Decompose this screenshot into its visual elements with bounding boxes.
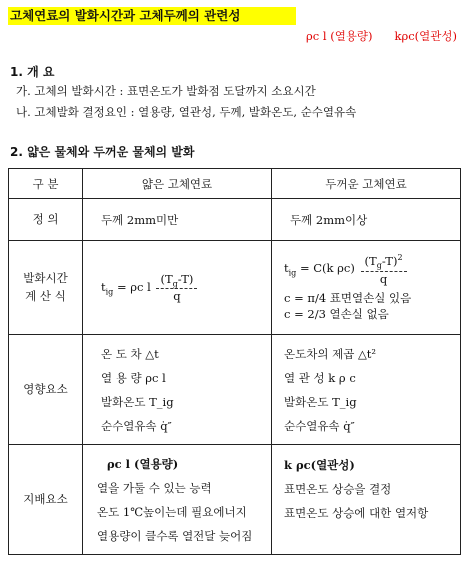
list-item: 온도차의 제곱 △t² (284, 346, 377, 361)
list-item: 순수열유속 q̇″ (101, 418, 172, 433)
list-item: 온 도 차 △t (101, 346, 159, 361)
table-row (9, 199, 461, 241)
thin-dominant-title: ρc l (열용량) (107, 456, 179, 471)
section1-line-a: 가. 고체의 발화시간 : 표면온도가 발화점 도달까지 소요시간 (16, 84, 316, 98)
list-item: 발화온도 T_ig (284, 394, 357, 409)
row-label-definition: 정 의 (9, 199, 83, 241)
unit-heat-capacity: ρc l (열용량) (306, 29, 373, 43)
list-item: 표면온도 상승에 대한 열저항 (284, 506, 429, 520)
table-row (9, 241, 461, 335)
thick-definition: 두께 2mm이상 (272, 199, 461, 241)
row-label-time-1: 발화시간 (23, 271, 68, 286)
unit-thermal-inertia: kρc(열관성) (394, 29, 457, 43)
thin-dominant (83, 445, 272, 555)
list-item: 발화온도 T_ig (101, 394, 174, 409)
row-label-factors: 영향요소 (9, 335, 83, 445)
section1-heading: 1. 개 요 (10, 65, 55, 79)
thin-formula: $t_{ig} = \rho c$ l $\frac{(T_g-T)}{q}$ (83, 241, 272, 335)
thick-fraction: $\frac{(T_g-T)^2}{q}$ (361, 253, 407, 285)
header-thick: 두꺼운 고체연료 (272, 169, 461, 199)
comparison-table (8, 168, 461, 555)
thin-fraction: $\frac{(T_g-T)}{q}$ (156, 272, 197, 303)
header-category: 구 분 (9, 169, 83, 199)
table-header-row (9, 169, 461, 199)
thick-formula: $t_{ig} = C(k$ ρc) $\frac{(T_g-T)^2}{q}$ c = π/4 표면열손실 있음 c = 2/3 열손실 없음 (272, 241, 461, 335)
list-item: 온도 1℃높이는데 필요에너지 (97, 504, 247, 519)
header-thin: 얇은 고체연료 (83, 169, 272, 199)
table-row (9, 335, 461, 445)
thick-factors (272, 335, 461, 445)
row-label-time (9, 241, 83, 335)
list-item: 열 관 성 k ρ c (284, 370, 356, 385)
thick-note-1: c = π/4 표면열손실 있음 (284, 290, 412, 305)
list-item: 표면온도 상승을 결정 (284, 482, 392, 496)
thin-definition: 두께 2mm미만 (83, 199, 272, 241)
section1-line-b: 나. 고체발화 결정요인 : 열용량, 열관성, 두께, 발화온도, 순수열유속 (16, 105, 357, 119)
list-item: 열 용 량 ρc l (101, 370, 166, 385)
list-item: 열용량이 클수록 열전달 늦어짐 (97, 528, 253, 543)
unit-legend (284, 28, 457, 44)
thick-note-2: c = 2/3 열손실 없음 (284, 306, 389, 321)
page-title: 고체연료의 발화시간과 고체두께의 관련성 (8, 7, 296, 25)
thick-dominant-title: k ρc(열관성) (284, 458, 355, 472)
table-row (9, 445, 461, 555)
list-item: 열을 가둘 수 있는 능력 (97, 480, 212, 495)
thick-dominant (272, 445, 461, 555)
row-label-dominant: 지배요소 (9, 445, 83, 555)
section2-heading: 2. 얇은 물체와 두꺼운 물체의 발화 (10, 145, 195, 159)
list-item: 순수열유속 q̇″ (284, 418, 355, 433)
thin-factors (83, 335, 272, 445)
row-label-time-2: 계 산 식 (25, 288, 66, 303)
